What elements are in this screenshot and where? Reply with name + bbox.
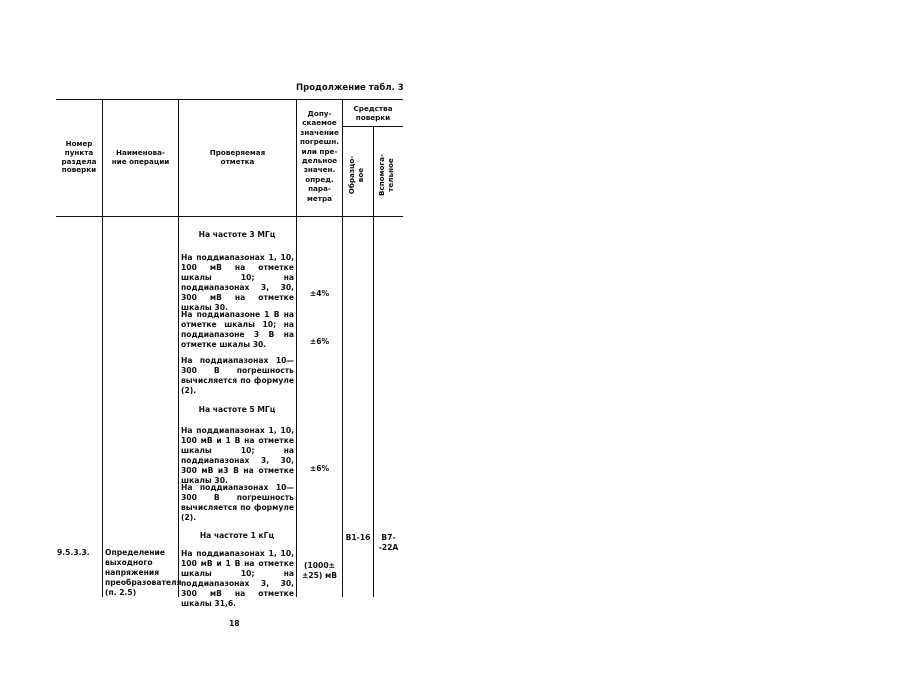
header-item-number: Номер пункта раздела поверки	[61, 139, 97, 175]
check-item-3: На поддиапазонах 10—300 В погрешность вычисляется по формуле (2).	[181, 356, 294, 395]
check-item-1: На поддиапазонах 1, 10, 100 мВ на отметке шкалы 10; на поддиапазонах 3, 30, 300 мВ на отметке шкалы 30.	[181, 253, 294, 312]
section-heading-5mhz: На частоте 5 МГц	[198, 405, 276, 414]
tolerance-value-2: ±6%	[309, 337, 330, 346]
col-divider-2	[178, 100, 179, 597]
header-operation-name: Наименова- ние операции	[111, 148, 170, 166]
auxiliary-instrument: В7- -22А	[378, 533, 399, 552]
reference-instrument: В1-16	[345, 533, 371, 542]
check-item-5: На поддиапазонах 10—300 В погрешность вычисляется по формуле (2).	[181, 483, 294, 522]
page-number: 18	[229, 619, 240, 628]
check-item-6: На поддиапазонах 1, 10, 100 мВ и 1 В на отметке шкалы 10; на поддиапазонах 3, 30, 300 мВ на отметке шкалы 31,6.	[181, 549, 294, 608]
tolerance-value-6: (1000± ±25) мВ	[301, 561, 338, 580]
check-item-4: На поддиапазонах 1, 10, 100 мВ и 1 В на отметке шкалы 10; на поддиапазонах 3, 30, 300 мВ и3 В на отметке шкалы 30.	[181, 426, 294, 485]
section-heading-3mhz: На частоте 3 МГц	[198, 230, 276, 239]
tolerance-value-1: ±4%	[309, 289, 330, 298]
item-number: 9.5.3.3.	[57, 548, 90, 557]
header-auxiliary-instrument: Вспомога- тельное	[377, 153, 395, 197]
header-reference-instrument: Образцо- вое	[347, 155, 365, 195]
header-checked-mark: Проверяемая отметка	[209, 148, 266, 166]
check-item-2: На поддиапазоне 1 В на отметке шкалы 10; на поддиапазоне 3 В на отметке шкалы 30.	[181, 310, 294, 349]
col-divider-5	[373, 126, 374, 597]
col-divider-1	[102, 100, 103, 597]
tolerance-value-4: ±6%	[309, 464, 330, 473]
table-top-rule	[56, 99, 403, 100]
section-heading-1khz: На частоте 1 кГц	[199, 531, 275, 540]
operation-name: Определение выходного напряжения преобразователя (п. 2.5)	[105, 548, 182, 597]
header-tolerance: Допу- скаемое значение погрешн. или пре- дельное значен. опред. пара- метра	[299, 109, 339, 203]
table-caption: Продолжение табл. 3	[296, 83, 404, 93]
col-divider-4	[342, 100, 343, 597]
header-verification-means: Средства поверки	[353, 104, 393, 122]
